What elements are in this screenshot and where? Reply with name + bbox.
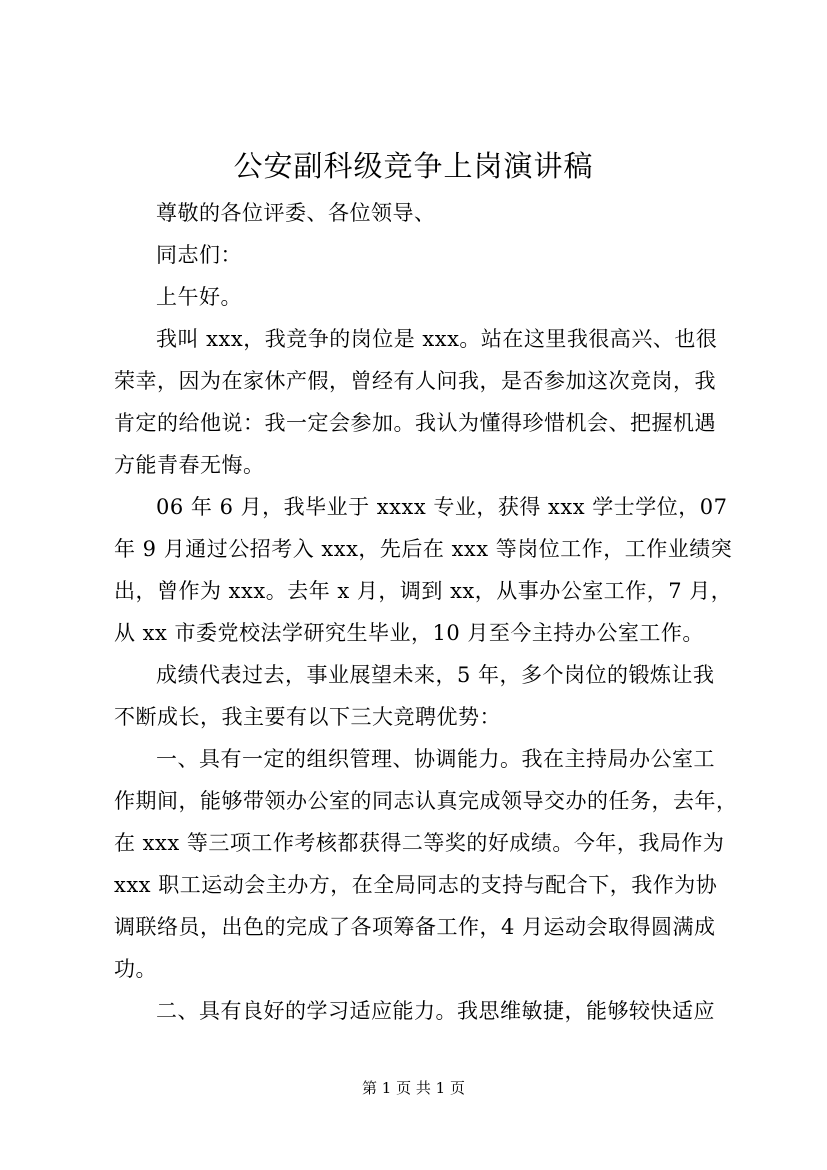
paragraph-advantage-one <box>114 738 738 990</box>
paragraph-line: xxx 职工运动会主办方，在全局同志的支持与配合下，我作为协 <box>114 873 718 897</box>
paragraph-line: 成绩代表过去，事业展望未来，5 年，多个岗位的锻炼让我 <box>156 663 715 687</box>
paragraph-salutation-1 <box>114 192 718 234</box>
paragraph-line: 作期间，能够带领办公室的同志认真完成领导交办的任务，去年， <box>114 789 738 813</box>
paragraph-line: 二、具有良好的学习适应能力。我思维敏捷，能够较快适应 <box>156 999 715 1023</box>
paragraph-line: 出，曾作为 xxx。去年 x 月，调到 xx，从事办公室工作，7 月， <box>114 579 733 603</box>
paragraph-line: 调联络员，出色的完成了各项筹备工作，4 月运动会取得圆满成 <box>114 915 716 939</box>
document-body <box>114 192 738 1032</box>
paragraph-introduction <box>114 318 718 486</box>
paragraph-salutation-2 <box>114 234 718 276</box>
paragraph-line: 在 xxx 等三项工作考核都获得二等奖的好成绩。今年，我局作为 <box>114 831 725 855</box>
paragraph-line: 荣幸，因为在家休产假，曾经有人问我，是否参加这次竞岗，我 <box>114 369 716 393</box>
paragraph-background <box>114 486 733 654</box>
paragraph-line: 不断成长，我主要有以下三大竞聘优势： <box>114 705 501 729</box>
paragraph-line: 一、具有一定的组织管理、协调能力。我在主持局办公室工 <box>156 747 715 771</box>
document-title: 公安副科级竞争上岗演讲稿 <box>233 149 594 183</box>
paragraph-advantage-two <box>114 990 718 1032</box>
paragraph-greeting <box>114 276 718 318</box>
paragraph-line: 从 xx 市委党校法学研究生毕业，10 月至今主持办公室工作。 <box>114 621 704 645</box>
paragraph-line: 年 9 月通过公招考入 xxx，先后在 xxx 等岗位工作，工作业绩突 <box>114 537 733 561</box>
paragraph-line: 方能青春无悔。 <box>114 453 265 477</box>
paragraph-line: 同志们： <box>156 243 242 267</box>
paragraph-line: 尊敬的各位评委、各位领导、 <box>156 201 436 225</box>
paragraph-line: 功。 <box>114 957 157 981</box>
paragraph-line: 06 年 6 月，我毕业于 xxxx 专业，获得 xxx 学士学位，07 <box>156 495 728 519</box>
paragraph-line: 肯定的给他说：我一定会参加。我认为懂得珍惜机会、把握机遇 <box>114 411 716 435</box>
paragraph-advantages-intro <box>114 654 718 738</box>
page-footer: 第 1 页 共 1 页 <box>362 1079 465 1097</box>
paragraph-line: 上午好。 <box>156 285 242 309</box>
paragraph-line: 我叫 xxx，我竞争的岗位是 xxx。站在这里我很高兴、也很 <box>156 327 718 351</box>
